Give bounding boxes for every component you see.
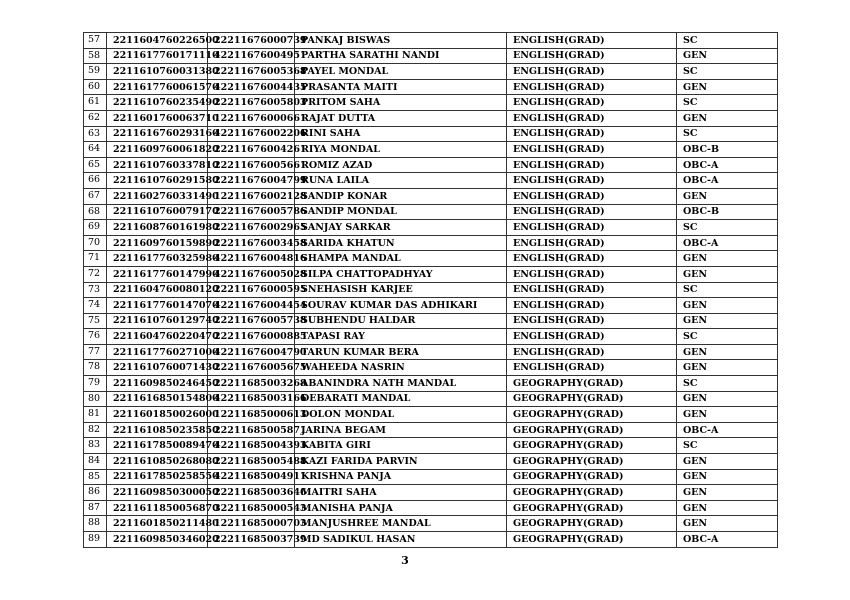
candidate-name-cell: DOLON MONDAL <box>295 407 507 423</box>
subject-cell: GEOGRAPHY(GRAD) <box>507 376 677 392</box>
serial-cell: 88 <box>84 516 107 532</box>
subject-cell: GEOGRAPHY(GRAD) <box>507 469 677 485</box>
category-cell: GEN <box>677 516 778 532</box>
roll-number-cell: 2211617760147990 <box>107 266 208 282</box>
candidate-name-cell: PAYEL MONDAL <box>295 64 507 80</box>
subject-cell: ENGLISH(GRAD) <box>507 142 677 158</box>
serial-cell: 64 <box>84 142 107 158</box>
roll-number-cell: 2211610760031380 <box>107 64 208 80</box>
registration-number-cell: 22211676005368 <box>208 64 295 80</box>
table-row <box>84 360 778 376</box>
table-row <box>84 485 778 501</box>
subject-cell: ENGLISH(GRAD) <box>507 344 677 360</box>
candidate-name-cell: RAJAT DUTTA <box>295 110 507 126</box>
candidate-name-cell: TAPASI RAY <box>295 329 507 345</box>
registration-number-cell: 22211676000885 <box>208 329 295 345</box>
candidate-name-cell: SILPA CHATTOPADHYAY <box>295 266 507 282</box>
roll-number-cell: 2211602760331490 <box>107 188 208 204</box>
table-row <box>84 173 778 189</box>
category-cell: SC <box>677 282 778 298</box>
serial-cell: 57 <box>84 33 107 49</box>
candidate-name-cell: WAHEEDA NASRIN <box>295 360 507 376</box>
table-row <box>84 298 778 314</box>
serial-cell: 84 <box>84 454 107 470</box>
subject-cell: ENGLISH(GRAD) <box>507 95 677 111</box>
serial-cell: 77 <box>84 344 107 360</box>
subject-cell: ENGLISH(GRAD) <box>507 282 677 298</box>
category-cell: GEN <box>677 251 778 267</box>
table-row <box>84 142 778 158</box>
registration-number-cell: 42211676004790 <box>208 344 295 360</box>
candidate-name-cell: ABANINDRA NATH MANDAL <box>295 376 507 392</box>
serial-cell: 68 <box>84 204 107 220</box>
candidate-name-cell: KRISHNA PANJA <box>295 469 507 485</box>
table-row <box>84 344 778 360</box>
roll-number-cell: 2211611850056870 <box>107 500 208 516</box>
registration-number-cell: 22211676004799 <box>208 173 295 189</box>
serial-cell: 58 <box>84 48 107 64</box>
roll-number-cell: 2211616850154800 <box>107 391 208 407</box>
subject-cell: ENGLISH(GRAD) <box>507 64 677 80</box>
candidate-name-cell: SOURAV KUMAR DAS ADHIKARI <box>295 298 507 314</box>
serial-cell: 66 <box>84 173 107 189</box>
category-cell: GEN <box>677 313 778 329</box>
registration-number-cell: 32211685000543 <box>208 500 295 516</box>
candidate-name-cell: SANDIP KONAR <box>295 188 507 204</box>
subject-cell: ENGLISH(GRAD) <box>507 79 677 95</box>
roll-number-cell: 2211610850268080 <box>107 454 208 470</box>
page-number: 3 <box>401 554 409 567</box>
category-cell: SC <box>677 438 778 454</box>
registration-number-cell: 22211685003268 <box>208 376 295 392</box>
subject-cell: ENGLISH(GRAD) <box>507 173 677 189</box>
registration-number-cell: 12211676000661 <box>208 110 295 126</box>
category-cell: GEN <box>677 79 778 95</box>
candidate-name-cell: SNEHASISH KARJEE <box>295 282 507 298</box>
roll-number-cell: 2211604760220470 <box>107 329 208 345</box>
subject-cell: ENGLISH(GRAD) <box>507 157 677 173</box>
category-cell: OBC-A <box>677 173 778 189</box>
subject-cell: ENGLISH(GRAD) <box>507 110 677 126</box>
registration-number-cell: 22211676003458 <box>208 235 295 251</box>
table-row <box>84 204 778 220</box>
serial-cell: 72 <box>84 266 107 282</box>
registration-number-cell: 22211676005803 <box>208 95 295 111</box>
subject-cell: GEOGRAPHY(GRAD) <box>507 407 677 423</box>
serial-cell: 73 <box>84 282 107 298</box>
serial-cell: 63 <box>84 126 107 142</box>
table-row <box>84 48 778 64</box>
registration-number-cell: 22211685003646 <box>208 485 295 501</box>
category-cell: GEN <box>677 298 778 314</box>
category-cell: OBC-A <box>677 157 778 173</box>
category-cell: GEN <box>677 391 778 407</box>
category-cell: OBC-A <box>677 422 778 438</box>
roll-number-cell: 2211610760129740 <box>107 313 208 329</box>
registration-number-cell: 42211676004454 <box>208 298 295 314</box>
roll-number-cell: 2211609760159890 <box>107 235 208 251</box>
candidate-name-cell: MAITRI SAHA <box>295 485 507 501</box>
serial-cell: 85 <box>84 469 107 485</box>
serial-cell: 82 <box>84 422 107 438</box>
category-cell: OBC-A <box>677 235 778 251</box>
registration-number-cell: 42211676005028 <box>208 266 295 282</box>
subject-cell: GEOGRAPHY(GRAD) <box>507 454 677 470</box>
subject-cell: ENGLISH(GRAD) <box>507 313 677 329</box>
registration-number-cell: 22211685003739 <box>208 532 295 548</box>
category-cell: SC <box>677 126 778 142</box>
roll-number-cell: 2211610760071430 <box>107 360 208 376</box>
table-row <box>84 95 778 111</box>
candidate-table <box>83 32 778 548</box>
category-cell: GEN <box>677 407 778 423</box>
subject-cell: GEOGRAPHY(GRAD) <box>507 500 677 516</box>
registration-number-cell: 22211685005488 <box>208 454 295 470</box>
table-row <box>84 33 778 49</box>
candidate-table-body <box>84 33 778 548</box>
table-row <box>84 64 778 80</box>
table-row <box>84 438 778 454</box>
table-row <box>84 157 778 173</box>
registration-number-cell: 42211685004911 <box>208 469 295 485</box>
table-row <box>84 376 778 392</box>
roll-number-cell: 2211601850026000 <box>107 407 208 423</box>
serial-cell: 83 <box>84 438 107 454</box>
category-cell: SC <box>677 95 778 111</box>
category-cell: GEN <box>677 454 778 470</box>
registration-number-cell: 42211676002206 <box>208 126 295 142</box>
roll-number-cell: 2211617760325980 <box>107 251 208 267</box>
registration-number-cell: 22211676005738 <box>208 313 295 329</box>
registration-number-cell: 22211676005786 <box>208 204 295 220</box>
serial-cell: 78 <box>84 360 107 376</box>
table-row <box>84 79 778 95</box>
table-row <box>84 500 778 516</box>
candidate-name-cell: KABITA GIRI <box>295 438 507 454</box>
candidate-name-cell: MANISHA PANJA <box>295 500 507 516</box>
candidate-name-cell: PANKAJ BISWAS <box>295 33 507 49</box>
candidate-name-cell: MD SADIKUL HASAN <box>295 532 507 548</box>
registration-number-cell: 12211685000613 <box>208 407 295 423</box>
roll-number-cell: 2211610760235490 <box>107 95 208 111</box>
serial-cell: 65 <box>84 157 107 173</box>
subject-cell: ENGLISH(GRAD) <box>507 188 677 204</box>
category-cell: SC <box>677 33 778 49</box>
roll-number-cell: 2211609850300050 <box>107 485 208 501</box>
subject-cell: GEOGRAPHY(GRAD) <box>507 485 677 501</box>
table-row <box>84 266 778 282</box>
candidate-name-cell: JARINA BEGAM <box>295 422 507 438</box>
serial-cell: 89 <box>84 532 107 548</box>
category-cell: GEN <box>677 48 778 64</box>
serial-cell: 75 <box>84 313 107 329</box>
serial-cell: 86 <box>84 485 107 501</box>
subject-cell: ENGLISH(GRAD) <box>507 298 677 314</box>
roll-number-cell: 2211608760161980 <box>107 220 208 236</box>
table-row <box>84 220 778 236</box>
registration-number-cell: 22211676004261 <box>208 142 295 158</box>
roll-number-cell: 2211617850089470 <box>107 438 208 454</box>
roll-number-cell: 2211617850258550 <box>107 469 208 485</box>
table-row <box>84 516 778 532</box>
category-cell: GEN <box>677 485 778 501</box>
roll-number-cell: 2211617760061570 <box>107 79 208 95</box>
serial-cell: 76 <box>84 329 107 345</box>
candidate-name-cell: TARUN KUMAR BERA <box>295 344 507 360</box>
serial-cell: 74 <box>84 298 107 314</box>
roll-number-cell: 2211604760080120 <box>107 282 208 298</box>
category-cell: SC <box>677 64 778 80</box>
category-cell: SC <box>677 376 778 392</box>
category-cell: GEN <box>677 469 778 485</box>
registration-number-cell: 12211676002128 <box>208 188 295 204</box>
serial-cell: 59 <box>84 64 107 80</box>
serial-cell: 81 <box>84 407 107 423</box>
candidate-name-cell: KAZI FARIDA PARVIN <box>295 454 507 470</box>
table-row <box>84 532 778 548</box>
category-cell: OBC-B <box>677 142 778 158</box>
subject-cell: ENGLISH(GRAD) <box>507 204 677 220</box>
roll-number-cell: 2211609850346020 <box>107 532 208 548</box>
table-row <box>84 110 778 126</box>
subject-cell: GEOGRAPHY(GRAD) <box>507 438 677 454</box>
subject-cell: ENGLISH(GRAD) <box>507 235 677 251</box>
roll-number-cell: 2211617760147070 <box>107 298 208 314</box>
table-row <box>84 329 778 345</box>
registration-number-cell: 22211676005675 <box>208 360 295 376</box>
table-row <box>84 126 778 142</box>
serial-cell: 80 <box>84 391 107 407</box>
roll-number-cell: 2211610760079170 <box>107 204 208 220</box>
category-cell: GEN <box>677 344 778 360</box>
candidate-name-cell: MANJUSHREE MANDAL <box>295 516 507 532</box>
roll-number-cell: 2211617760171110 <box>107 48 208 64</box>
registration-number-cell: 42211685003166 <box>208 391 295 407</box>
serial-cell: 60 <box>84 79 107 95</box>
subject-cell: ENGLISH(GRAD) <box>507 251 677 267</box>
subject-cell: ENGLISH(GRAD) <box>507 48 677 64</box>
serial-cell: 67 <box>84 188 107 204</box>
registration-number-cell: 22211685005871 <box>208 422 295 438</box>
subject-cell: GEOGRAPHY(GRAD) <box>507 422 677 438</box>
table-row <box>84 251 778 267</box>
roll-number-cell: 2211617760271000 <box>107 344 208 360</box>
table-row <box>84 235 778 251</box>
category-cell: GEN <box>677 110 778 126</box>
candidate-name-cell: RINI SAHA <box>295 126 507 142</box>
category-cell: GEN <box>677 266 778 282</box>
candidate-name-cell: SANJAY SARKAR <box>295 220 507 236</box>
registration-number-cell: 22211676000739 <box>208 33 295 49</box>
serial-cell: 69 <box>84 220 107 236</box>
table-row <box>84 313 778 329</box>
candidate-name-cell: SARIDA KHATUN <box>295 235 507 251</box>
candidate-name-cell: PARTHA SARATHI NANDI <box>295 48 507 64</box>
category-cell: GEN <box>677 360 778 376</box>
roll-number-cell: 2211616760293160 <box>107 126 208 142</box>
registration-number-cell: 42211676004435 <box>208 79 295 95</box>
roll-number-cell: 2211610850235850 <box>107 422 208 438</box>
category-cell: SC <box>677 329 778 345</box>
registration-number-cell: 22211676000595 <box>208 282 295 298</box>
subject-cell: GEOGRAPHY(GRAD) <box>507 516 677 532</box>
registration-number-cell: 42211676004951 <box>208 48 295 64</box>
serial-cell: 62 <box>84 110 107 126</box>
candidate-name-cell: SANDIP MONDAL <box>295 204 507 220</box>
registration-number-cell: 22211676002965 <box>208 220 295 236</box>
roll-number-cell: 2211610760337810 <box>107 157 208 173</box>
serial-cell: 61 <box>84 95 107 111</box>
table-row <box>84 188 778 204</box>
table-row <box>84 407 778 423</box>
serial-cell: 70 <box>84 235 107 251</box>
subject-cell: ENGLISH(GRAD) <box>507 33 677 49</box>
registration-number-cell: 42211676004816 <box>208 251 295 267</box>
roll-number-cell: 2211601850211480 <box>107 516 208 532</box>
roll-number-cell: 2211601760063710 <box>107 110 208 126</box>
serial-cell: 71 <box>84 251 107 267</box>
category-cell: GEN <box>677 500 778 516</box>
candidate-name-cell: PRITOM SAHA <box>295 95 507 111</box>
subject-cell: GEOGRAPHY(GRAD) <box>507 532 677 548</box>
registration-number-cell: 12211685000703 <box>208 516 295 532</box>
subject-cell: ENGLISH(GRAD) <box>507 126 677 142</box>
candidate-name-cell: RUNA LAILA <box>295 173 507 189</box>
registration-number-cell: 22211676005661 <box>208 157 295 173</box>
subject-cell: ENGLISH(GRAD) <box>507 220 677 236</box>
subject-cell: GEOGRAPHY(GRAD) <box>507 391 677 407</box>
table-row <box>84 422 778 438</box>
candidate-name-cell: RIYA MONDAL <box>295 142 507 158</box>
candidate-name-cell: SUBHENDU HALDAR <box>295 313 507 329</box>
candidate-name-cell: DEBARATI MANDAL <box>295 391 507 407</box>
category-cell: OBC-A <box>677 532 778 548</box>
roll-number-cell: 2211609850246450 <box>107 376 208 392</box>
subject-cell: ENGLISH(GRAD) <box>507 329 677 345</box>
roll-number-cell: 2211610760291580 <box>107 173 208 189</box>
category-cell: SC <box>677 220 778 236</box>
subject-cell: ENGLISH(GRAD) <box>507 266 677 282</box>
table-row <box>84 391 778 407</box>
roll-number-cell: 2211609760061820 <box>107 142 208 158</box>
category-cell: GEN <box>677 188 778 204</box>
table-row <box>84 282 778 298</box>
subject-cell: ENGLISH(GRAD) <box>507 360 677 376</box>
category-cell: OBC-B <box>677 204 778 220</box>
candidate-name-cell: PRASANTA MAITI <box>295 79 507 95</box>
candidate-name-cell: ROMIZ AZAD <box>295 157 507 173</box>
serial-cell: 87 <box>84 500 107 516</box>
serial-cell: 79 <box>84 376 107 392</box>
table-row <box>84 469 778 485</box>
roll-number-cell: 2211604760226500 <box>107 33 208 49</box>
registration-number-cell: 42211685004393 <box>208 438 295 454</box>
candidate-name-cell: SHAMPA MANDAL <box>295 251 507 267</box>
table-row <box>84 454 778 470</box>
